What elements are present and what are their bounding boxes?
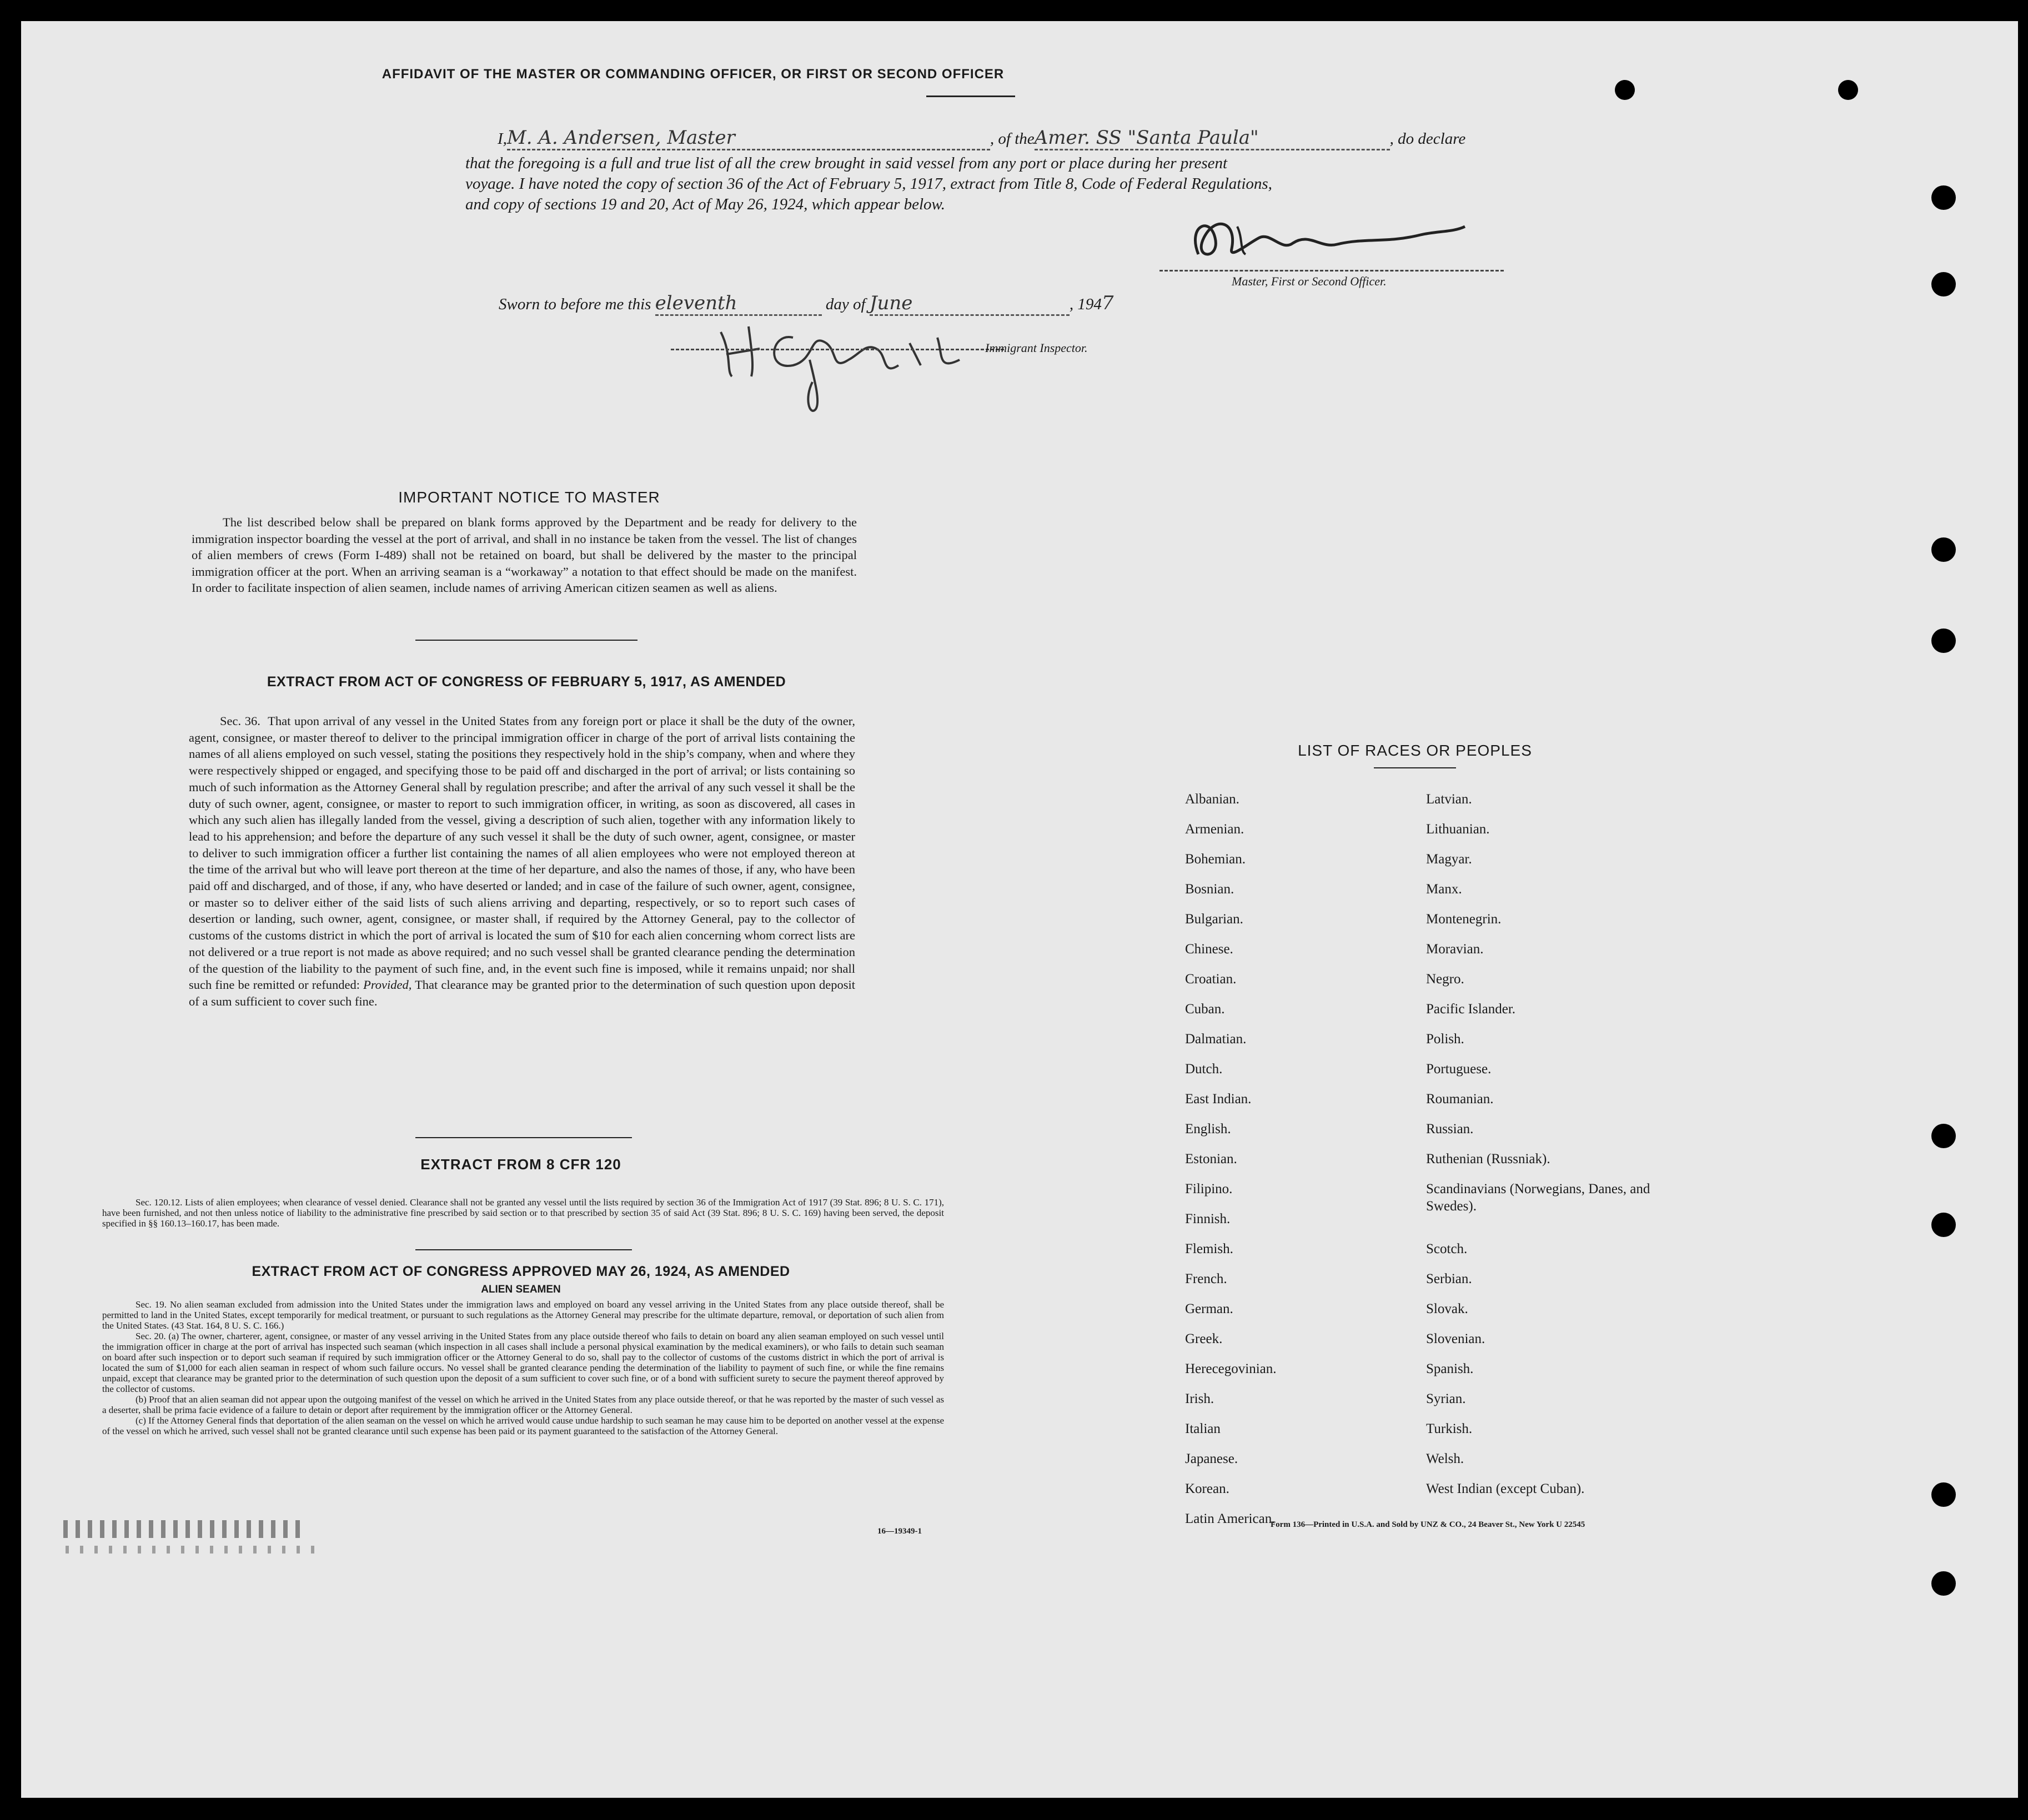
race-item: Filipino. (1185, 1182, 1233, 1196)
inspector-signature (699, 310, 1010, 415)
race-item: Ruthenian (Russniak). (1426, 1152, 1550, 1167)
race-item: Spanish. (1426, 1361, 1474, 1376)
race-item: Lithuanian. (1426, 822, 1490, 837)
race-item: Cuban. (1185, 1002, 1225, 1017)
sworn-day-of: day of (825, 295, 866, 313)
divider (415, 640, 637, 641)
race-item: Bohemian. (1185, 852, 1246, 867)
race-item: Latvian. (1426, 792, 1472, 807)
sworn-prefix: Sworn to before me this (499, 295, 651, 313)
race-item: English. (1185, 1122, 1231, 1137)
extract-1924-title: EXTRACT FROM ACT OF CONGRESS APPROVED MAY 26, 1924, AS AMENDED (252, 1264, 790, 1279)
sworn-month-handwritten: June (870, 292, 1070, 316)
divider (926, 95, 1015, 97)
scan-smudge (66, 1546, 321, 1553)
race-item: Magyar. (1426, 852, 1472, 867)
master-caption-text: Master, First or Second Officer. (1232, 274, 1387, 288)
races-title: LIST OF RACES OR PEOPLES (1298, 742, 1532, 759)
punch-hole (1931, 537, 1956, 562)
affidavit-title: AFFIDAVIT OF THE MASTER OR COMMANDING OFFICER, OR FIRST OR SECOND OFFICER (381, 67, 1005, 82)
race-item: Latin American. (1185, 1511, 1276, 1526)
affidavit-of-the: , of the (990, 130, 1035, 148)
race-item: Syrian. (1426, 1391, 1466, 1406)
printer-line: Form 136—Printed in U.S.A. and Sold by UNZ & CO., 24 Beaver St., New York U 22545 (1271, 1520, 1585, 1529)
punch-hole (1838, 80, 1858, 100)
race-item: Scotch. (1426, 1241, 1468, 1256)
punch-hole (1931, 272, 1956, 296)
affidavit-line-2: that the foregoing is a full and true list of all the crew brought in said vessel from any port or place during her present (465, 154, 1228, 172)
punch-hole (1931, 1213, 1956, 1237)
race-item: Armenian. (1185, 822, 1244, 837)
master-signature (1176, 204, 1498, 271)
sec-19-text: Sec. 19. No alien seaman excluded from admission into the United States under the immigration laws and employed on board any vessel arriving in the United States from any place outside thereof, shall be permitted to land in the United States, except temporarily for medical treatment, or pursuant to such regulations as the Attorney General may prescribe for the ultimate departure, removal, or deportation of such alien from the United States. (43 Stat. 164, 8 U. S. C. 166.) (102, 1299, 944, 1331)
race-item: Slovenian. (1426, 1331, 1485, 1346)
sec-36-label: Sec. 36. (220, 714, 260, 728)
master-signature-caption (1232, 274, 1387, 289)
race-item: Estonian. (1185, 1152, 1237, 1167)
race-item: Herecegovinian. (1185, 1361, 1277, 1376)
race-item: Finnish. (1185, 1211, 1231, 1226)
sec-36-text-after: That clearance may be granted prior to the determination of such question upon deposit of a sum sufficient to cover such fine. (189, 978, 856, 1008)
race-item: Italian (1185, 1421, 1221, 1436)
race-item: East Indian. (1185, 1092, 1252, 1107)
sec-36-text: That upon arrival of any vessel in the United States from any foreign port or place it shall be the duty of the owner, agent, consignee, or master thereof to deliver to the principal immigration officer in charge of the port of arrival lists containing the names of all aliens employed on such vessel, stating the positions they respectively hold in the ship’s company, when and where they were respectively shipped or engaged, and specifying those to be paid off and discharged in the port of arrival; or lists containing so much of such information as the Attorney General shall by regulation prescribe; and after the arrival of any such vessel it shall be the duty of such owner, agent, consignee, or master to report to such immigration officer, in writing, as soon as discovered, all cases in which any such alien has illegally landed from the vessel, giving a description of such alien, together with any information likely to lead to his apprehension; and before the departure of any such vessel it shall be the duty of such owner, agent, consignee, or master to deliver to such immigration officer a further list containing the names of all alien employees who were not employed thereon at the time of the arrival but who will leave port thereon at the time of her departure, and also the names of those, if any, who have been paid off and discharged, and of those, if any, who have deserted or landed; and in case of the failure of such owner, agent, consignee, or master so to deliver either of the said lists of such aliens arriving and departing, respectively, or so to report such cases of desertion or landing, such owner, agent, consignee, or master shall, if required by the Attorney General, pay to the collector of customs of the customs district in which the port of arrival is located the sum of $10 for each alien concerning whom correct lists are not delivered or a true report is not made as above required; and no such vessel shall be granted clearance pending the determination of the question of the liability to the payment of such fine, and, in the event such fine is imposed, while it remains unpaid; nor shall such fine be remitted or refunded: (189, 714, 855, 992)
punch-hole (1931, 185, 1956, 210)
race-item: French. (1185, 1271, 1227, 1286)
race-item: Negro. (1426, 972, 1464, 987)
race-item: Greek. (1185, 1331, 1223, 1346)
sworn-day-handwritten: eleventh (655, 292, 822, 316)
race-item: Flemish. (1185, 1241, 1233, 1256)
races-column-right (1426, 791, 1670, 1510)
notice-title: IMPORTANT NOTICE TO MASTER (398, 489, 660, 506)
race-item: Bulgarian. (1185, 912, 1243, 927)
sec-36-provided: Provided, (363, 978, 412, 992)
race-item: Russian. (1426, 1122, 1474, 1137)
race-item: Japanese. (1185, 1451, 1238, 1466)
affidavit-line-3: voyage. I have noted the copy of section 36 of the Act of February 5, 1917, extract from Title 8, Code of Federal Regulations, (465, 175, 1272, 193)
punch-hole (1931, 1124, 1956, 1148)
divider (415, 1249, 632, 1250)
notice-text: The list described below shall be prepared on blank forms approved by the Department and be ready for delivery to the immigration inspector boarding the vessel at the port of arrival, and shall in no instance be taken from the vessel. The list of changes of alien members of crews (Form I-489) shall not be retained on board, but shall be delivered by the master to the principal immigration officer at the port. When an arriving seaman is a “workaway” a notation to that effect should be made on the manifest. In order to facilitate inspection of alien seamen, include names of arriving American citizen seamen as well as aliens. (192, 515, 857, 595)
race-item: Turkish. (1426, 1421, 1473, 1436)
race-item: Portuguese. (1426, 1062, 1492, 1077)
inspector-signature-caption: Immigrant Inspector. (985, 341, 1088, 355)
affidavit-line-4: and copy of sections 19 and 20, Act of May 26, 1924, which appear below. (465, 195, 945, 213)
race-item: German. (1185, 1301, 1233, 1316)
punch-hole (1931, 629, 1956, 653)
inspector-signature-line (671, 349, 1004, 350)
declarant-handwritten: M. A. Andersen, Master (507, 127, 990, 150)
cfr-text: Sec. 120.12. Lists of alien employees; when clearance of vessel denied. Clearance shall not be granted any vessel until the lists required by section 36 of the Immigration Act of 1917 (39 Stat. 896; 8 U. S. C. 171), have been furnished, and not then unless notice of liability to the administrative fine prescribed by said section or to that prescribed by section 35 of said Act (39 Stat. 896; 8 U. S. C. 169) having been served, the deposit specified in §§ 160.13–160.17, has been made. (102, 1197, 944, 1229)
race-item: Korean. (1185, 1481, 1229, 1496)
affidavit-i-prefix: I, (498, 130, 507, 148)
sec-20a-text: Sec. 20. (a) The owner, charterer, agent, consignee, or master of any vessel arriving in the United States from any place outside thereof who fails to detain on board any alien seaman employed on such vessel until the immigration officer in charge at the port of arrival has inspected such seaman (which inspection in all cases shall include a personal physical examination by the medical examiners), or who fails to detain such seaman on board after such inspection or to deport such seaman if required by such immigration officer or the Attorney General to do so, shall pay to the collector of customs of the customs district in which the port of arrival is located the sum of $1,000 for each alien seaman in respect of whom such failure occurs. No vessel shall be granted clearance pending the determination of the liability to payment of such fine, or while the fine remains unpaid, except that clearance may be granted prior to the determination of such question upon the deposit of a sum sufficient to cover such fine, or of a bond with sufficient surety to secure the payment thereof approved by the collector of customs. (102, 1331, 944, 1394)
race-item: Welsh. (1426, 1451, 1464, 1466)
punch-hole (1931, 1571, 1956, 1596)
extract-1924-text (102, 1299, 944, 1436)
race-item: Polish. (1426, 1032, 1464, 1047)
race-item: Serbian. (1426, 1271, 1472, 1286)
race-item: Albanian. (1185, 792, 1239, 807)
race-item: West Indian (except Cuban). (1426, 1481, 1585, 1496)
races-column-left (1185, 791, 1396, 1540)
master-signature-line (1159, 270, 1504, 272)
race-item: Bosnian. (1185, 882, 1234, 897)
race-item: Irish. (1185, 1391, 1214, 1406)
document-page (21, 21, 2018, 1798)
divider (1374, 767, 1456, 768)
race-item: Montenegrin. (1426, 912, 1502, 927)
sworn-year-handwritten: 7 (1101, 292, 1114, 314)
affidavit-line-1 (498, 127, 1536, 150)
cfr-title: EXTRACT FROM 8 CFR 120 (420, 1156, 621, 1173)
sec-20b-text: (b) Proof that an alien seaman did not appear upon the outgoing manifest of the vessel on which he arrived in the United States from any place outside thereof, or that he was reported by the master of such vessel as a deserter, shall be prima facie evidence of a failure to detain or deport after requirement by the immigration officer or the Attorney General. (102, 1394, 944, 1415)
extract-1917-text (189, 713, 855, 1010)
race-item: Slovak. (1426, 1301, 1468, 1316)
race-item: Moravian. (1426, 942, 1484, 957)
race-item: Pacific Islander. (1426, 1002, 1516, 1017)
race-item: Scandinavians (Norwegians, Danes, and Swedes). (1426, 1182, 1650, 1214)
race-item: Croatian. (1185, 972, 1237, 987)
race-item: Manx. (1426, 882, 1462, 897)
affidavit-do-declare: , do declare (1389, 130, 1466, 148)
extract-1917-title: EXTRACT FROM ACT OF CONGRESS OF FEBRUARY 5, 1917, AS AMENDED (267, 674, 786, 690)
vessel-handwritten: Amer. SS "Santa Paula" (1035, 127, 1390, 150)
scan-smudge (63, 1520, 308, 1538)
race-item: Roumanian. (1426, 1092, 1494, 1107)
race-item: Dalmatian. (1185, 1032, 1247, 1047)
sworn-year-prefix: , 194 (1069, 295, 1102, 313)
sec-20c-text: (c) If the Attorney General finds that deportation of the alien seaman on the vessel on which he arrived would cause undue hardship to such seaman he may cause him to be deported on another vessel at the expense of the vessel on which he arrived, such vessel shall not be granted clearance until such expense has been paid or its payment guaranteed to the satisfaction of the Attorney General. (102, 1415, 944, 1436)
punch-hole (1931, 1482, 1956, 1507)
divider (415, 1137, 632, 1138)
form-code: 16—19349-1 (877, 1527, 922, 1536)
alien-seamen-subtitle: ALIEN SEAMEN (481, 1284, 561, 1295)
punch-hole (1615, 80, 1635, 100)
race-item: Dutch. (1185, 1062, 1223, 1077)
race-item: Chinese. (1185, 942, 1233, 957)
